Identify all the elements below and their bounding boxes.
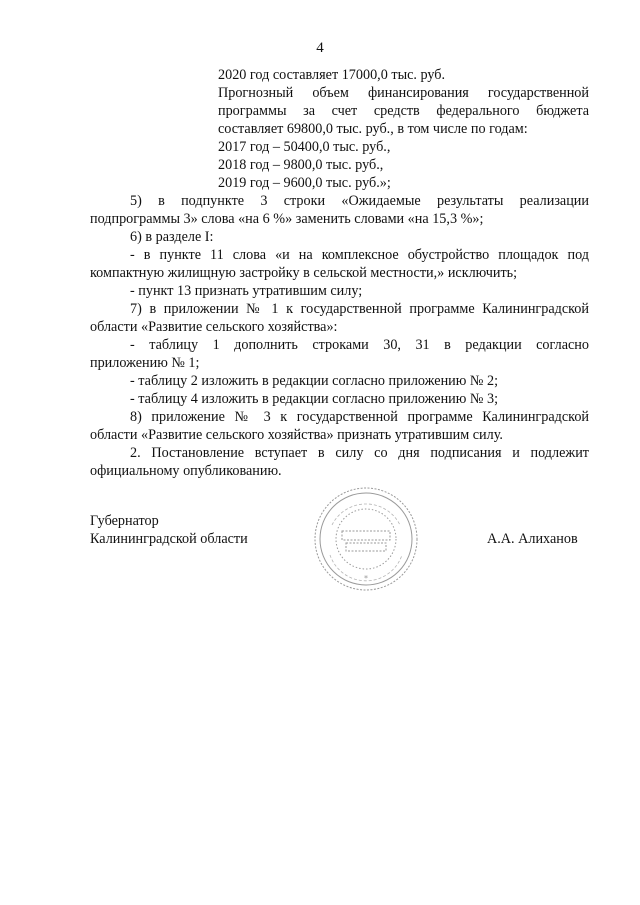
text-line: 2019 год – 9600,0 тыс. руб.»;: [218, 175, 391, 191]
official-seal-icon: [312, 485, 420, 593]
page-number: 4: [316, 40, 324, 56]
item-6-line: 6) в разделе I:: [130, 229, 214, 245]
item-7-line: - таблицу 1 дополнить строками 30, 31 в редакции согласно: [130, 337, 589, 353]
item-8-line: 8) приложение № 3 к государственной программе Калининградской: [130, 409, 589, 425]
item-7-line: - таблицу 4 изложить в редакции согласно приложению № 3;: [130, 391, 499, 407]
item-6-line: - в пункте 11 слова «и на комплексное обустройство площадок под: [130, 247, 589, 263]
signature-title: Губернатор: [90, 513, 159, 529]
text-line: составляет 69800,0 тыс. руб., в том числе по годам:: [218, 121, 528, 137]
item-5-line: подпрограммы 3» слова «на 6 %» заменить словами «на 15,3 %»;: [90, 211, 484, 227]
item-7-line: 7) в приложении № 1 к государственной программе Калининградской: [130, 301, 589, 317]
text-line: Прогнозный объем финансирования государственной: [218, 85, 589, 101]
signature-title: Калининградской области: [90, 531, 248, 547]
item-5-line: 5) в подпункте 3 строки «Ожидаемые результаты реализации: [130, 193, 589, 209]
clause-2-line: официальному опубликованию.: [90, 463, 282, 479]
item-7-line: приложению № 1;: [90, 355, 200, 371]
clause-2-line: 2. Постановление вступает в силу со дня подписания и подлежит: [130, 445, 589, 461]
text-line: 2018 год – 9800,0 тыс. руб.,: [218, 157, 384, 173]
text-line: программы за счет средств федерального бюджета: [218, 103, 589, 119]
item-7-line: - таблицу 2 изложить в редакции согласно приложению № 2;: [130, 373, 499, 389]
item-7-line: области «Развитие сельского хозяйства»:: [90, 319, 338, 335]
item-6-line: компактную жилищную застройку в сельской местности,» исключить;: [90, 265, 518, 281]
text-line: 2020 год составляет 17000,0 тыс. руб.: [218, 67, 446, 83]
text-line: 2017 год – 50400,0 тыс. руб.,: [218, 139, 391, 155]
item-8-line: области «Развитие сельского хозяйства» признать утратившим силу.: [90, 427, 503, 443]
item-6-line: - пункт 13 признать утратившим силу;: [130, 283, 363, 299]
svg-text:*: *: [364, 574, 368, 583]
signature-name: А.А. Алиханов: [487, 531, 578, 547]
